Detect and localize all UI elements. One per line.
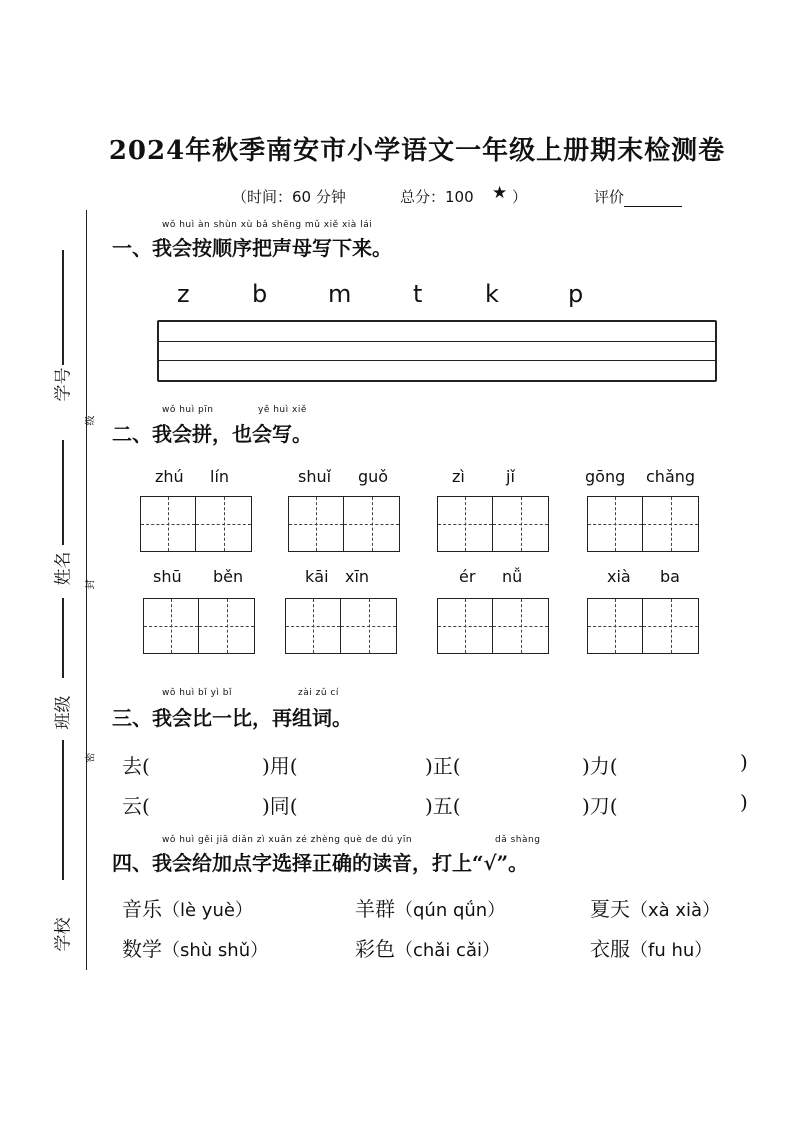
- class-blank[interactable]: [62, 598, 64, 678]
- section4-pinyin-b: dǎ shàng: [495, 835, 541, 845]
- seal-char: 封: [85, 579, 97, 590]
- reading-word: 夏天: [590, 897, 630, 921]
- reading-item[interactable]: [590, 933, 712, 962]
- section1-pinyin: wǒ huì àn shùn xù bǎ shēng mǔ xiě xià lái: [162, 220, 373, 230]
- word-pinyin: jǐ: [506, 467, 515, 486]
- reading-word: 数学: [122, 937, 162, 961]
- name-label: 姓名: [53, 551, 74, 586]
- evaluation-field[interactable]: [594, 186, 682, 207]
- word-pinyin: gōng: [585, 467, 626, 486]
- exam-time: （时间：60 分钟: [232, 188, 346, 206]
- initial-letter: t: [413, 280, 423, 308]
- word-pinyin: shū: [153, 567, 182, 586]
- word-pinyin: guǒ: [358, 467, 389, 486]
- star-icon: ★: [492, 183, 508, 203]
- reading-options[interactable]: （qún qǘn）: [395, 900, 506, 921]
- section3-pinyin-a: wǒ huì bǐ yì bǐ: [162, 688, 232, 698]
- word-pinyin: chǎng: [646, 467, 696, 486]
- compare-item: )五(: [425, 794, 461, 818]
- initial-letter: p: [568, 280, 584, 308]
- tian-grid-pair[interactable]: [288, 496, 400, 552]
- page-title: 2024年秋季南安市小学语文一年级上册期末检测卷: [108, 136, 726, 166]
- tian-grid-pair[interactable]: [587, 496, 699, 552]
- tian-grid-pair[interactable]: [437, 496, 549, 552]
- student-id-blank[interactable]: [62, 250, 64, 365]
- reading-word: 羊群: [355, 897, 395, 921]
- reading-item[interactable]: [590, 893, 720, 922]
- seal-char: 级: [85, 415, 97, 426]
- tian-grid-pair[interactable]: [587, 598, 699, 654]
- section2-heading: 二、我会拼，也会写。: [112, 422, 312, 446]
- reading-word: 彩色: [355, 937, 395, 961]
- word-pinyin: ér: [459, 567, 476, 586]
- school-blank[interactable]: [62, 740, 64, 880]
- name-blank[interactable]: [62, 440, 64, 545]
- tian-grid-pair[interactable]: [140, 496, 252, 552]
- binding-line: [86, 210, 87, 970]
- compare-item: )力(: [582, 754, 618, 778]
- section3-pinyin-b: zài zǔ cí: [298, 688, 339, 698]
- compare-item: ): [740, 750, 748, 774]
- word-pinyin: kāi: [305, 567, 329, 586]
- reading-item[interactable]: [122, 933, 268, 962]
- tian-grid-pair[interactable]: [285, 598, 397, 654]
- compare-item: )用(: [262, 754, 298, 778]
- four-line-writing-area[interactable]: [157, 320, 717, 382]
- student-id-label: 学号: [53, 367, 74, 402]
- initial-letter: m: [328, 280, 352, 308]
- reading-word: 衣服: [590, 937, 630, 961]
- section4-heading: 四、我会给加点字选择正确的读音，打上“√”。: [112, 851, 529, 875]
- reading-item[interactable]: [355, 893, 505, 922]
- compare-item: )同(: [262, 794, 298, 818]
- compare-item: 去(: [122, 754, 150, 778]
- word-pinyin: lín: [210, 467, 230, 486]
- word-pinyin: zhú: [155, 467, 184, 486]
- compare-item: )正(: [425, 754, 461, 778]
- reading-word: 音乐: [122, 897, 162, 921]
- word-pinyin: zì: [452, 467, 465, 486]
- school-label: 学校: [53, 917, 74, 952]
- exam-total-score: 总分：100: [400, 188, 474, 206]
- compare-item: )刀(: [582, 794, 618, 818]
- section2-pinyin-a: wǒ huì pīn: [162, 405, 214, 415]
- word-pinyin: nǚ: [502, 567, 523, 586]
- section4-pinyin-a: wǒ huì gěi jiā diǎn zì xuǎn zé zhèng què de dú yīn: [162, 835, 413, 845]
- evaluation-label: 评价: [594, 188, 625, 206]
- tian-grid-pair[interactable]: [437, 598, 549, 654]
- initial-letter: b: [252, 280, 268, 308]
- initial-letter: z: [177, 280, 190, 308]
- class-label: 班级: [53, 695, 74, 730]
- word-pinyin: xià: [607, 567, 631, 586]
- tian-grid-pair[interactable]: [143, 598, 255, 654]
- reading-options[interactable]: （xà xià）: [630, 900, 721, 921]
- section1-heading: 一、我会按顺序把声母写下来。: [112, 236, 392, 260]
- reading-options[interactable]: （lè yuè）: [162, 900, 253, 921]
- word-pinyin: shuǐ: [298, 467, 332, 486]
- compare-item: 云(: [122, 794, 150, 818]
- compare-item: ): [740, 790, 748, 814]
- reading-options[interactable]: （chǎi cǎi）: [395, 940, 500, 961]
- word-pinyin: běn: [213, 567, 244, 586]
- reading-item[interactable]: [122, 893, 253, 922]
- evaluation-blank[interactable]: [624, 190, 682, 207]
- reading-options[interactable]: （fu hu）: [630, 940, 713, 961]
- initial-letter: k: [485, 280, 499, 308]
- section2-pinyin-b: yě huì xiě: [258, 405, 307, 415]
- word-pinyin: xīn: [345, 567, 370, 586]
- reading-item[interactable]: [355, 933, 500, 962]
- subtitle-close-paren: ）: [512, 188, 528, 206]
- seal-char: 密: [85, 752, 97, 763]
- reading-options[interactable]: （shù shǔ）: [162, 940, 269, 961]
- section3-heading: 三、我会比一比，再组词。: [112, 706, 352, 730]
- word-pinyin: ba: [660, 567, 680, 586]
